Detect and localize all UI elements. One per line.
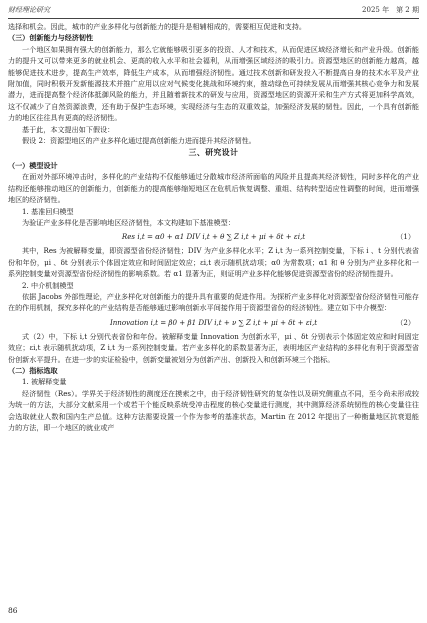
subsection-heading-mediation: 2. 中介机制模型 [22, 280, 74, 290]
paragraph: 在面对外部环境冲击时，多样化的产业结构不仅能够通过分散城市经济所面临的风险并且提高其经济韧性，同时多样化的产业结构还能够推动地区的创新能力，创新能力的提高能够缩短地区在危机后恢复调整、重组、结构转型适应性调整的时间，进而增强地区的经济韧性。 [8, 172, 419, 205]
article-body [8, 21, 419, 433]
equation-2 [8, 314, 419, 331]
equation-1 [8, 228, 419, 245]
paragraph: 基于此，本文提出如下假设： [22, 124, 115, 134]
page-number: 86 [8, 606, 18, 615]
hypothesis-2: 假设 2：资源型地区的产业多样化通过提高创新能力进而提升其经济韧性。 [22, 136, 256, 146]
journal-name: 财经理论研究 [8, 6, 50, 14]
section-heading-indicators: （二）指标选取 [8, 365, 58, 375]
equation-2-number: （2） [396, 317, 415, 327]
section-heading-model-design: （一）模型设计 [8, 160, 58, 170]
paragraph: 经济韧性（Res）。学界关于经济韧性的测度还在摸索之中，由于经济韧性研究的复杂性以及研究侧重点不同，至今尚未形成较为统一的方法，大部分文献采用一个或若干个能反映系统受冲击程度的核心变量进行测度，其中测算经济系统韧性的核心变量往往会选取就业人数和国内生产总值。这种方法需要设置一个作为参考的基准状态，Martin 在 2012 年提出了一种衡量地区抗衰退能力的方法，即一个地区的就业或产 [8, 388, 419, 432]
paragraph: 依据 Jacobs 外部性理论，产业多样化对创新能力的提升具有重要的促进作用。为探析产业多样化对资源型省份经济韧性可能存在的作用机制，探究多样化的产业结构是否能够通过影响创新水平间接作用于资源型省份的经济韧性。建立如下中介模型： [8, 291, 419, 313]
paragraph: 为验证产业多样化是否影响地区经济韧性，本文构建如下基准模型： [22, 217, 235, 227]
header-rule [8, 18, 419, 19]
paragraph: 一个地区如果拥有强大的创新能力，那么它就能够吸引更多的投资、人才和技术，从而促进区域经济增长和产业升级。创新能力的提升又可以带来更多的就业机会、更高的收入水平和社会福利，从而增强区域经济的吸引力。资源型地区的创新能力越高，越能够促进技术进步，提高生产效率，降低生产成本，从而增强经济韧性。通过技术创新和研发投入不断提高自身的技术水平及产业附加值，同时积极开发新能源技术并推广应用以应对气候变化挑战和环境约束，推动绿色可持续发展从而增强其核心竞争力和发展潜力，进而提高整个经济体抵御风险的能力，并且随着新技术的研发与应用，资源型地区的资源开采和生产方式将更加科学高效，这不仅减少了自然资源浪费，还有助于保护生态环境，实现经济与生态的双重效益，加强经济发展的韧性。因此，一个具有创新能力的地区往往具有更高的经济韧性。 [8, 44, 419, 123]
subsection-heading-baseline: 1. 基准回归模型 [22, 206, 74, 216]
equation-1-expression: Res i,t = α0 + α1 DIV i,t + θ ∑ Z i,t + μi + δt + εi,t [121, 232, 306, 242]
section-heading-research-design: 三、研究设计 [188, 148, 239, 158]
equation-1-number: （1） [396, 232, 415, 242]
running-header [8, 5, 419, 17]
section-heading-innovation-resilience: （三）创新能力与经济韧性 [8, 33, 94, 43]
paragraph: 式（2）中，下标 i,t 分别代表省份和年份。被解释变量 Innovation 为创新水平，μi 、δt 分别表示个体固定效应和时间固定效应；εi,t 表示随机扰动项，Z i,t 为一系列控制变量。若产业多样化的系数显著为正，表明地区产业结构的多样化有利于资源型省份创新水平提升。在进一步的实证检验中，创新变量被划分为创新产出、创新投入和创新环境三个指标。 [8, 331, 419, 364]
paragraph: 其中，Res 为被解释变量，即资源型省份经济韧性；DIV 为产业多样化水平；Z i,t 为一系列控制变量，下标 i 、t 分别代表省份和年份，μi 、δt 分别表示个体固定效应和时间固定效应；εi,t 表示随机扰动项；α0 为常数项；α1 和 θ 分别为产业多样化和一系列控制变量对资源型省份经济韧性的影响系数。若 α1 显著为正，则证明产业多样化能够促进资源型省份的经济韧性提升。 [8, 246, 419, 279]
paragraph: 选择和机会。因此，城市的产业多样化与创新能力的提升是相辅相成的，需要相互促进和支持。 [8, 22, 306, 31]
equation-2-expression: Innovation i,t = β0 + β1 DIV i,t + ν ∑ Z i,t + μi + δt + εi,t [109, 317, 318, 327]
issue-label: 2025 年 第 2 期 [362, 6, 419, 14]
subsection-heading-dependent-variable: 1. 被解释变量 [22, 377, 67, 387]
